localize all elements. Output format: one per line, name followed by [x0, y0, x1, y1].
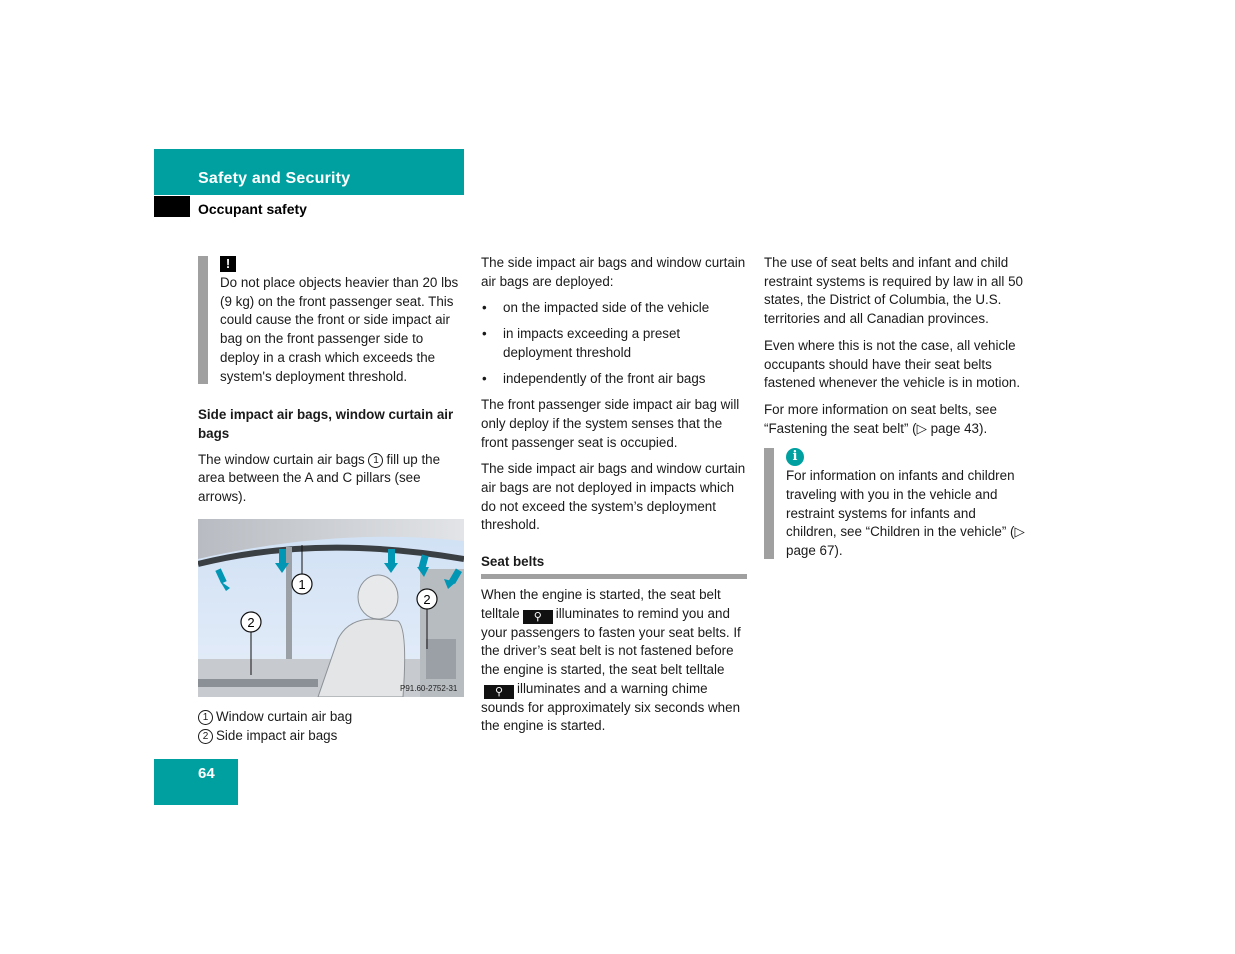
- belt-text-b: illuminates to remind you and your passengers to fasten your seat belts. If the driver’s seat belt is not fastened before the engine is started, the seat belt telltale: [481, 605, 741, 677]
- airbag-heading: Side impact air bags, window curtain air bags: [198, 407, 454, 441]
- list-item: • in impacts exceeding a preset deployment threshold: [481, 325, 747, 362]
- legend-num-1: 1: [198, 710, 213, 725]
- info-icon: i: [786, 448, 804, 466]
- threshold-paragraph: The side impact air bags and window curtain air bags are not deployed in impacts which do not exceed the system’s deployment threshold.: [481, 461, 746, 533]
- legend-item-2: [198, 727, 464, 746]
- column-3: [764, 254, 1030, 581]
- page-number-box: [154, 759, 238, 805]
- deploy-intro: The side impact air bags and window curtain air bags are deployed:: [481, 255, 746, 289]
- warning-note: [198, 254, 464, 386]
- seat-belt-telltale-icon: ⚲: [523, 610, 553, 624]
- legend-text-1: Window curtain air bag: [216, 709, 353, 725]
- legend-num-2: 2: [198, 729, 213, 744]
- seat-belt-paragraph: [481, 586, 747, 736]
- subsection-title: Occupant safety: [198, 201, 307, 217]
- deploy-list: [481, 299, 747, 388]
- warning-icon: !: [220, 256, 236, 272]
- seat-belt-telltale-icon: ⚲: [484, 685, 514, 699]
- curtain-text-b: fill up the area between the A and C pillars (see arrows).: [198, 451, 441, 505]
- info-bar: [764, 448, 774, 559]
- curtain-text-a: The window curtain air bags: [198, 451, 365, 467]
- occupants-paragraph: Even where this is not the case, all vehicle occupants should have their seat belts fastened whenever the vehicle is in motion.: [764, 337, 1021, 391]
- belt-text-a: When the engine is started, the seat belt telltale: [481, 586, 721, 621]
- column-2: [481, 254, 747, 744]
- page-number: 64: [198, 765, 215, 782]
- curtain-paragraph: [198, 451, 464, 507]
- law-paragraph: The use of seat belts and infant and child restraint systems is required by law in all 50 states, the District of Columbia, the U.S. territories and all Canadian provinces.: [764, 255, 1023, 327]
- figure-code: P91.60-2752-31: [400, 683, 458, 693]
- subsection-marker: [154, 196, 190, 217]
- warning-bar: [198, 256, 208, 384]
- column-1: [198, 254, 464, 746]
- legend-item-1: [198, 708, 464, 727]
- more-info-paragraph: For more information on seat belts, see “Fastening the seat belt” (▷ page 43).: [764, 401, 997, 436]
- figure-label-2b: 2: [423, 591, 431, 607]
- info-text: For information on infants and children traveling with you in the vehicle and restraint systems for infants and children, see “Children in the vehicle” (▷ page 67).: [786, 468, 1025, 559]
- legend-text-2: Side impact air bags: [216, 728, 338, 744]
- list-item: • independently of the front air bags: [481, 370, 747, 389]
- section-title: Safety and Security: [198, 170, 351, 187]
- warning-text: Do not place objects heavier than 20 lbs (9 kg) on the front passenger seat. This could cause the front or side impact air bag on the front passenger side to deploy in a crash which exceeds the system's deployment threshold.: [220, 275, 459, 384]
- seat-belts-heading: Seat belts: [481, 553, 747, 579]
- info-note: [764, 446, 1030, 561]
- belt-text-c: illuminates and a warning chime sounds for approximately six seconds when the engine is started.: [481, 680, 741, 734]
- airbag-illustration: [198, 519, 464, 697]
- ref-circle-1: 1: [368, 453, 383, 468]
- figure-label-1: 1: [298, 576, 306, 592]
- list-item: • on the impacted side of the vehicle: [481, 299, 747, 318]
- figure-legend: [198, 708, 464, 745]
- passenger-paragraph: The front passenger side impact air bag will only deploy if the system senses that the front passenger seat is occupied.: [481, 397, 740, 450]
- figure-label-2a: 2: [247, 614, 255, 630]
